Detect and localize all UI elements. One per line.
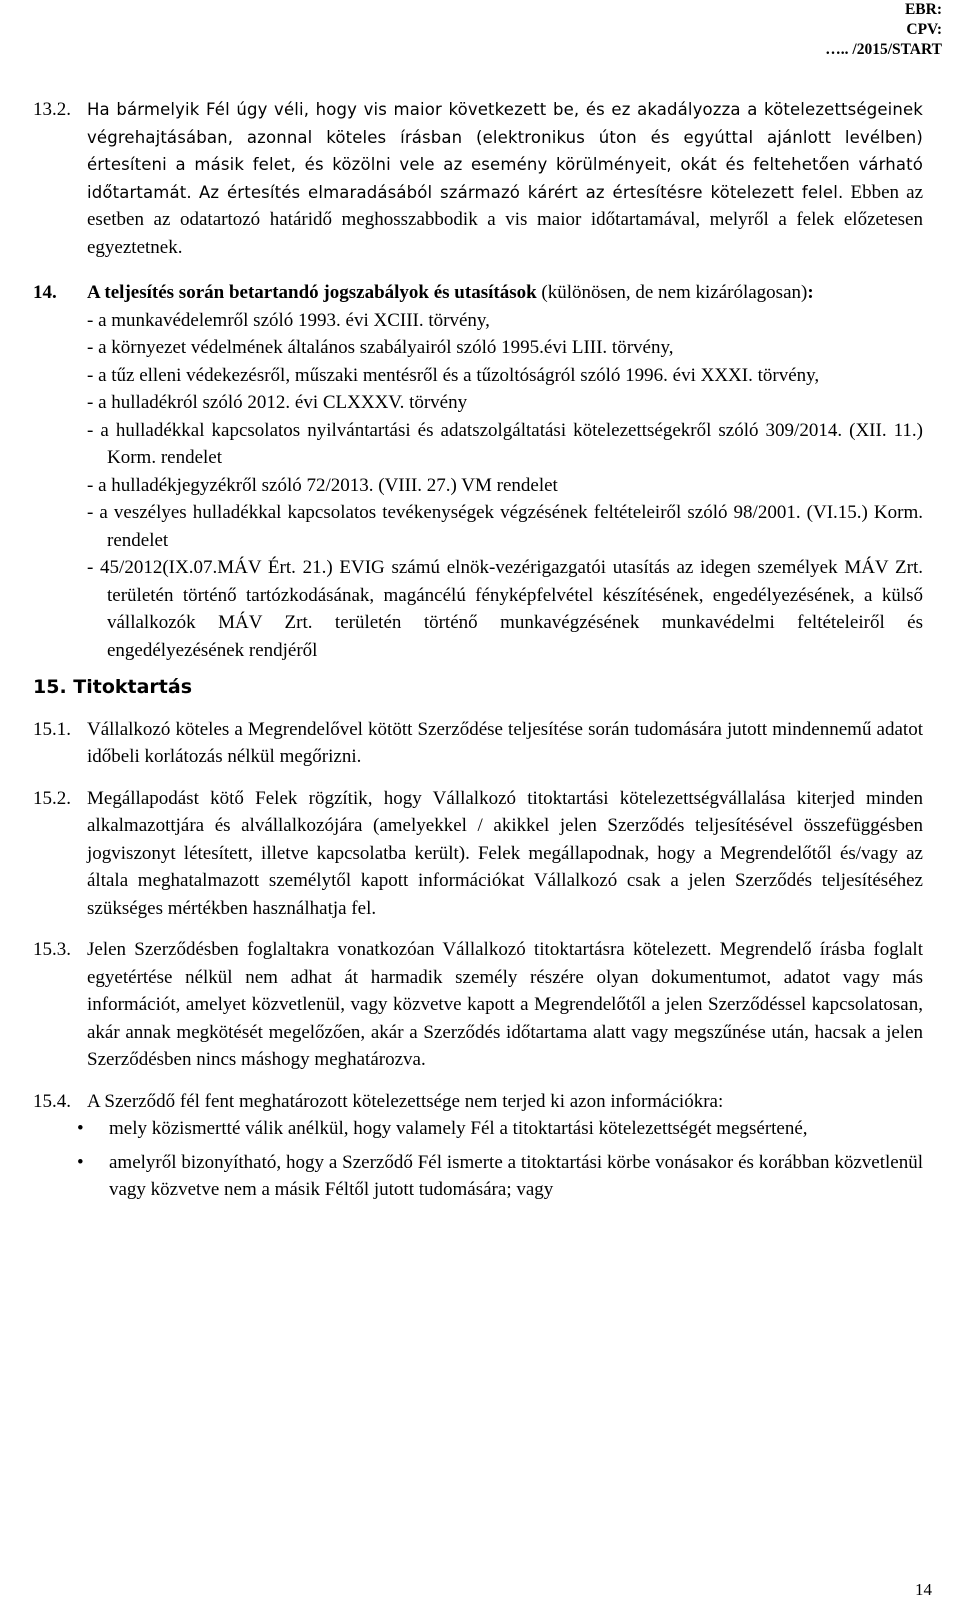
section-14-title-colon: : [807,282,814,303]
paragraph-15-2 [33,785,923,923]
paragraph-text: Megállapodást kötő Felek rögzítik, hogy Vállalkozó titoktartási kötelezettségvállalása kiterjed minden alkalmazottjára és alvállalkozójára (amelyekkel / akikkel jelen Szerződés teljesítésével összefüggésben jogviszonyt létesített, illetve kapcsolatba került). Felek megállapodnak, hogy a Megrendelőtől és/vagy az általa meghatalmazott személytől kapott információkat Vállalkozó csak a jelen Szerződés teljesítéséhez szükséges mértékben használhatja fel. [87,787,923,919]
paragraph-13-2-text-c: Ebben az esetben az odatartozó határidő meghosszabbodik a vis maior időtartamával, melyről a felek előzetesen egyeztetnek. [87,181,924,258]
regulation-item: - a hulladékról szóló 2012. évi CLXXXV. törvény [87,392,468,413]
page-number: 14 [915,1580,932,1599]
header-reference: ….. /2015/START [825,41,942,58]
bullet-icon: • [77,1118,84,1139]
paragraph-number: 15.4. [33,1090,71,1112]
paragraph-text: Jelen Szerződésben foglaltakra vonatkozóan Vállalkozó titoktartásra kötelezett. Megrendelő írásba foglalt egyetértése nélkül nem adhat át harmadik személy részére olyan dokumentumot, adatot vagy más információt, amelyet közvetlenül, vagy közvetve kapott a Megrendelőtől a jelen Szerződéssel kapcsolatosan, akár annak megkötését megelőzően, akár a Szerződés időtartama alatt vagy megszűnése után, hacsak a jelen Szerződésben nincs máshogy meghatározva. [87,939,923,1070]
list-item-text: mely közismertté válik anélkül, hogy valamely Fél a titoktartási kötelezettségét megsértené, [109,1118,808,1139]
paragraph-number: 13.2. [33,99,71,120]
regulation-item: - a veszélyes hulladékkal kapcsolatos tevékenységek végzésének feltételeiről szóló 98/2001. (VI.15.) Korm. rendelet [87,502,923,551]
regulation-item: - a környezet védelmének általános szabályairól szóló 1995.évi LIII. törvény, [87,337,674,358]
paragraph-13-2-text-b: Az értesítés elmaradásából származó kárért az értesítésre kötelezett felel. [198,182,844,202]
paragraph-15-1 [33,716,923,771]
regulation-item: - a tűz elleni védekezésről, műszaki mentésről és a tűzoltóságról szóló 1996. évi XXXI. törvény, [87,364,820,386]
regulation-list [33,307,923,665]
section-14-title-qualifier: (különösen, de nem kizárólagosan) [541,282,808,303]
document-body [33,96,923,1204]
section-14-title: A teljesítés során betartandó jogszabályok és utasítások [87,282,537,303]
regulation-item: - a hulladékjegyzékről szóló 72/2013. (VIII. 27.) VM rendelet [87,474,558,496]
paragraph-number: 15.2. [33,787,71,809]
section-15-title: 15. Titoktartás [33,676,193,698]
paragraph-text: A Szerződő fél fent meghatározott kötelezettsége nem terjed ki azon információkra: [87,1090,724,1112]
regulation-item: - a munkavédelemről szóló 1993. évi XCIII. törvény, [87,309,490,331]
paragraph-13-2 [33,96,923,261]
paragraph-15-4 [33,1088,923,1116]
section-number: 14. [33,282,57,303]
regulation-item: - 45/2012(IX.07.MÁV Ért. 21.) EVIG számú elnök-vezérigazgatói utasítás az idegen személyek MÁV Zrt. területén történő tartózkodásának, magáncélú fényképfelvétel készítésének, engedélyezésének, a külső vállalkozók MÁV Zrt. területén történő munkavégzésének munkavédelmi feltételeiről és engedélyezésének rendjéről [87,557,923,661]
list-item [33,1115,923,1143]
section-14 [33,279,923,307]
paragraph-15-3 [33,936,923,1074]
paragraph-number: 15.3. [33,939,71,960]
paragraph-13-2-text-a: Ha bármelyik Fél úgy véli, hogy vis maior következett be, és ez akadályozza a kötelezettségeinek végrehajtásában, azonnal köteles írásban (elektronikus úton és egyúttal ajánlott levélben) értesíteni a másik felet, és közölni vele az esemény körülményeit, okát és feltehetően várható időtartamát. [87,100,923,202]
paragraph-text: Vállalkozó köteles a Megrendelővel kötött Szerződése teljesítése során tudomására jutott mindennemű adatot időbeli korlátozás nélkül megőrizni. [87,718,923,767]
regulation-item: - a hulladékkal kapcsolatos nyilvántartási és adatszolgáltatási kötelezettségekről szóló 309/2014. (XII. 11.) Korm. rendelet [87,419,923,468]
bullet-icon: • [77,1151,84,1173]
paragraph-text [87,96,923,261]
section-14-heading [87,279,923,307]
list-item [33,1149,923,1204]
paragraph-number: 15.1. [33,718,71,740]
list-item-text: amelyről bizonyítható, hogy a Szerződő Fél ismerte a titoktartási körbe vonásakor és korábban közvetlenül vagy közvetve nem a másik Féltől jutott tudomására; vagy [109,1151,923,1200]
document-header [825,0,942,60]
header-ebr: EBR: [904,1,942,18]
exception-list [33,1115,923,1204]
header-cpv: CPV: [906,21,942,38]
